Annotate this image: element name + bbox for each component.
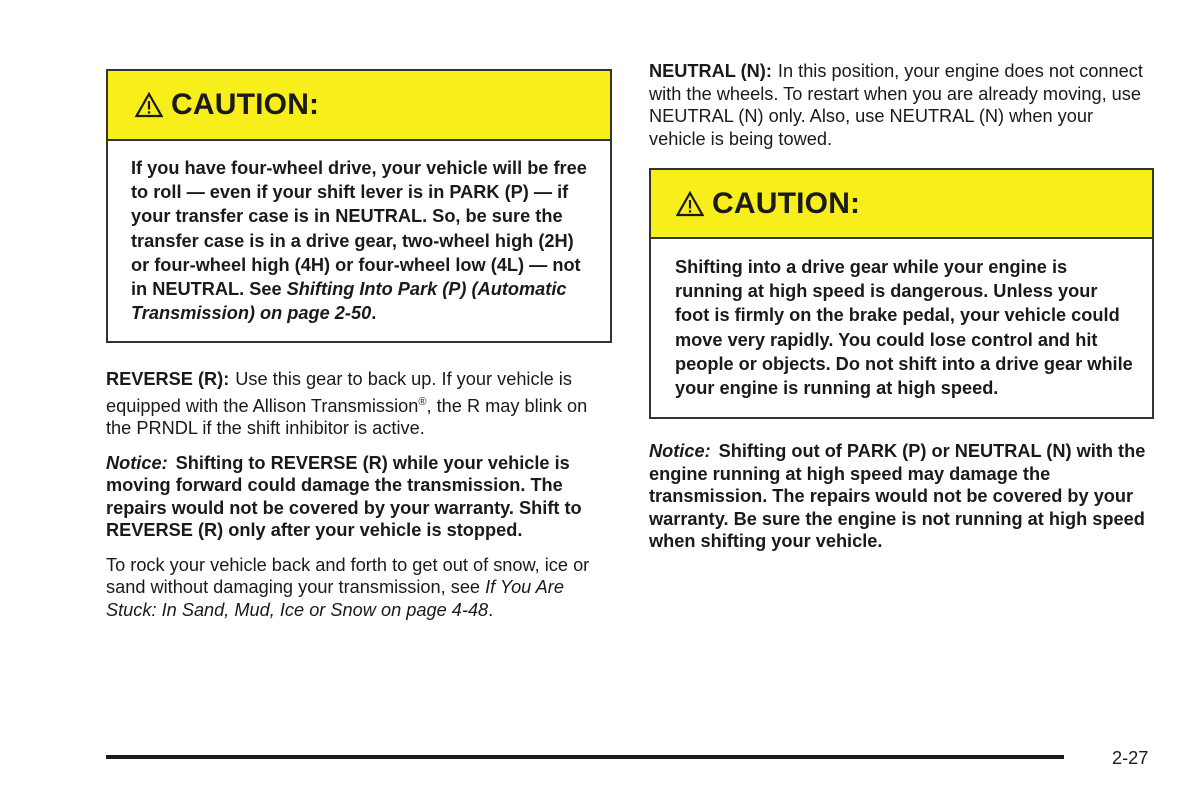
caution-body: [108, 141, 610, 341]
registered-mark: ®: [418, 395, 427, 408]
reverse-text: Use this gear to back up. If your vehicle is equipped with the Allison Transmission: [106, 369, 572, 416]
caution-header: [108, 71, 610, 141]
notice-label: Notice:: [106, 452, 168, 473]
page-number: 2-27: [1112, 748, 1149, 768]
notice-text: Shifting out of PARK (P) or NEUTRAL (N) with the engine running at high speed may damage the transmission. The repairs would not be covered by your warranty. Be sure the engine is not running at high speed when shifting your vehicle.: [649, 441, 1146, 552]
neutral-text: In this position, your engine does not connect with the wheels. To restart when you are already moving, use NEUTRAL (N) only. Also, use NEUTRAL (N) when your vehicle is being towed.: [649, 61, 1143, 149]
left-column: [106, 69, 612, 621]
rock-vehicle-paragraph: [106, 554, 612, 622]
caution-box-four-wheel-drive: [106, 69, 612, 343]
rock-text: To rock your vehicle back and forth to get out of snow, ice or sand without damaging your transmission, see: [106, 554, 590, 598]
warning-triangle-icon: [135, 92, 163, 118]
right-column: [649, 60, 1154, 553]
reverse-label: REVERSE (R):: [106, 369, 230, 390]
rock-text-end: .: [488, 599, 494, 620]
notice-text: Shifting to REVERSE (R) while your vehicle is moving forward could damage the transmission. The repairs would not be covered by your warranty. Shift to REVERSE (R) only after your vehicle is stopped.: [106, 452, 582, 541]
notice-paragraph-reverse: [106, 452, 612, 542]
caution-title: CAUTION:: [712, 186, 861, 220]
caution-title: CAUTION:: [171, 88, 320, 121]
caution-body: Shifting into a drive gear while your engine is running at high speed is dangerous. Unless your foot is firmly on the brake pedal, your vehicle could move very rapidly. You could lose control and hit people or objects. Do not shift into a drive gear while your engine is running at high speed.: [675, 257, 1133, 399]
neutral-label: NEUTRAL (N):: [649, 61, 772, 81]
reverse-paragraph: [106, 368, 612, 440]
notice-paragraph-park-neutral: [649, 440, 1154, 553]
footer-rule: [106, 755, 1064, 759]
reverse-text-end: , the R may blink on the PRNDL if the shift inhibitor is active.: [106, 395, 588, 439]
notice-label: Notice:: [649, 441, 711, 462]
caution-header: [651, 170, 1152, 239]
caution-text: If you have four-wheel drive, your vehicle will be free to roll — even if your shift lever is in PARK (P) — if your transfer case is in NEUTRAL. So, be sure the transfer case is in a drive gear, two-wheel high (2H) or four-wheel high (4H) or four-wheel low (4L) — not in NEUTRAL. See: [131, 158, 587, 300]
caution-text-end: .: [371, 303, 377, 324]
cross-reference-link[interactable]: If You Are Stuck: In Sand, Mud, Ice or Snow on page 4-48: [106, 577, 564, 620]
caution-box-high-speed: [649, 168, 1154, 419]
warning-triangle-icon: [676, 191, 704, 217]
neutral-paragraph: [649, 60, 1154, 150]
cross-reference-link[interactable]: Shifting Into Park (P) (Automatic Transmission) on page 2-50: [131, 279, 567, 324]
